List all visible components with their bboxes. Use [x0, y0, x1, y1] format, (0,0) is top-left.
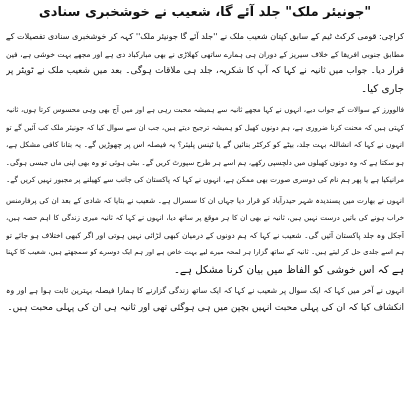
paragraph-line: ہو سکتا ہے کہ وہ دونوں کھیلوں میں دلچسپی رکھے، ہم اسے ہر طرح سپورٹ کریں گے۔ بیٹی ہوئی تو وہ بھی اپنی ماں جیسی ہوگی۔ — [6, 157, 404, 167]
paragraph-line: آجکل وہ جلد پاکستان آئیں گی۔ شعیب نے کہا کہ ہم دونوں کے درمیان کبھی لڑائی نہیں ہوتی اور اگر کبھی اختلاف ہو جائے تو — [6, 230, 404, 240]
paragraph-line: انہوں نے بھارت میں پسندیدہ شہر حیدرآباد کو قرار دیا جہاں ان کا سسرال ہے۔ شعیب نے بتایا کہ شادی کے بعد ان کی پرفارمنس — [6, 195, 404, 205]
paragraph-line: خراب ہونے کی باتیں درست نہیں ہیں، ثانیہ نے بھی ان کا ہر موقع پر ساتھ دیا، انہوں نے کہا کہ ثانیہ میری زندگی کا اہم حصہ ہیں، — [6, 213, 404, 222]
headline: "جونیئر ملک" جلد آئے گا، شعیب نے خوشخبری سنادی — [38, 5, 372, 20]
paragraph-3 — [6, 192, 404, 280]
paragraph-line: کراچی: قومی کرکٹ ٹیم کے سابق کپتان شعیب ملک نے ''جلد آئے گا جونیئر ملک'' کہہ کر خوشخبری سنادی تفصیلات کے — [6, 31, 404, 41]
paragraph-line: ہے کہ اس خوشی کو الفاظ میں بیان کرنا مشکل ہے۔ — [173, 263, 404, 276]
paragraph-line: فالوورز کے سوالات کے جواب دیے، انہوں نے کہا مجھے ثانیہ سے ہمیشہ محبت رہی ہے اور میں آج بھی وہی محسوس کرتا ہوں، ثانیہ — [6, 105, 404, 114]
paragraph-line: کہتی ہیں کہ محنت کرنا ضروری ہے، ہم دونوں کھیل کو ہمیشہ ترجیح دیتے ہیں، جب ان سے سوال کیا کہ جونیئر ملک کب آئیں گے تو — [6, 122, 404, 132]
paragraph-line: ہم اسے جلدی حل کر لیتے ہیں۔ ثانیہ کے ساتھ گزارا ہر لمحہ میرے لیے بہت خاص ہے اور ہم ایک دوسرے کو سمجھتے ہیں، شعیب کا کہنا — [6, 248, 404, 256]
paragraph-4 — [6, 282, 404, 317]
paragraph-1 — [6, 28, 404, 98]
paragraph-2 — [6, 101, 404, 189]
paragraph-line: مطابق جنوبی افریقا کے خلاف سیریز کے دوران ہی ہمارے ساتھی کھلاڑی نے بھی مبارکباد دی ہے اور مجھے بہت خوشی ہے، فین — [6, 49, 404, 59]
paragraph-line: مرانیکیا ہے یا پھر ہم نام کی دوسری صورت بھی ممکن ہے، انہوں نے کہا کہ پاکستان کی جانب سے کھیلنے پر مجبور نہیں کریں گے۔ — [6, 175, 404, 184]
paragraph-line: انہوں نے آخر میں کہا کہ ایک سوال پر شعیب نے کہا کہ ایک ساتھ زندگی گزارنے کا ہمارا فیصلہ بہترین ثابت ہوا ہے اور وہ — [6, 286, 404, 295]
paragraph-line: انہوں نے کہا کہ انشاللہ بہت جلد، بیٹے کو کرکٹر بنائیں گے یا ٹینس پلیئر؟ یہ فیصلہ اس پر چھوڑیں گے۔ یہ بتانا کافی مشکل ہے، — [6, 140, 404, 149]
article — [6, 4, 404, 406]
paragraph-line: جاری کیا۔ — [361, 82, 404, 95]
paragraph-line: انکشاف کیا کہ ان کی پہلی محبت انہیں بچپن میں ہی ہوگئی تھی اور ثانیہ ہی ان کی پہلی محبت ہیں۔ — [7, 302, 404, 313]
paragraph-line: قرار دیا۔ جواب میں ثانیہ نے کہا کہ آپ کا شکریہ، جلد ہی ملاقات ہوگی۔ بعد میں شعیب ملک نے ٹویٹر پر — [6, 66, 404, 76]
